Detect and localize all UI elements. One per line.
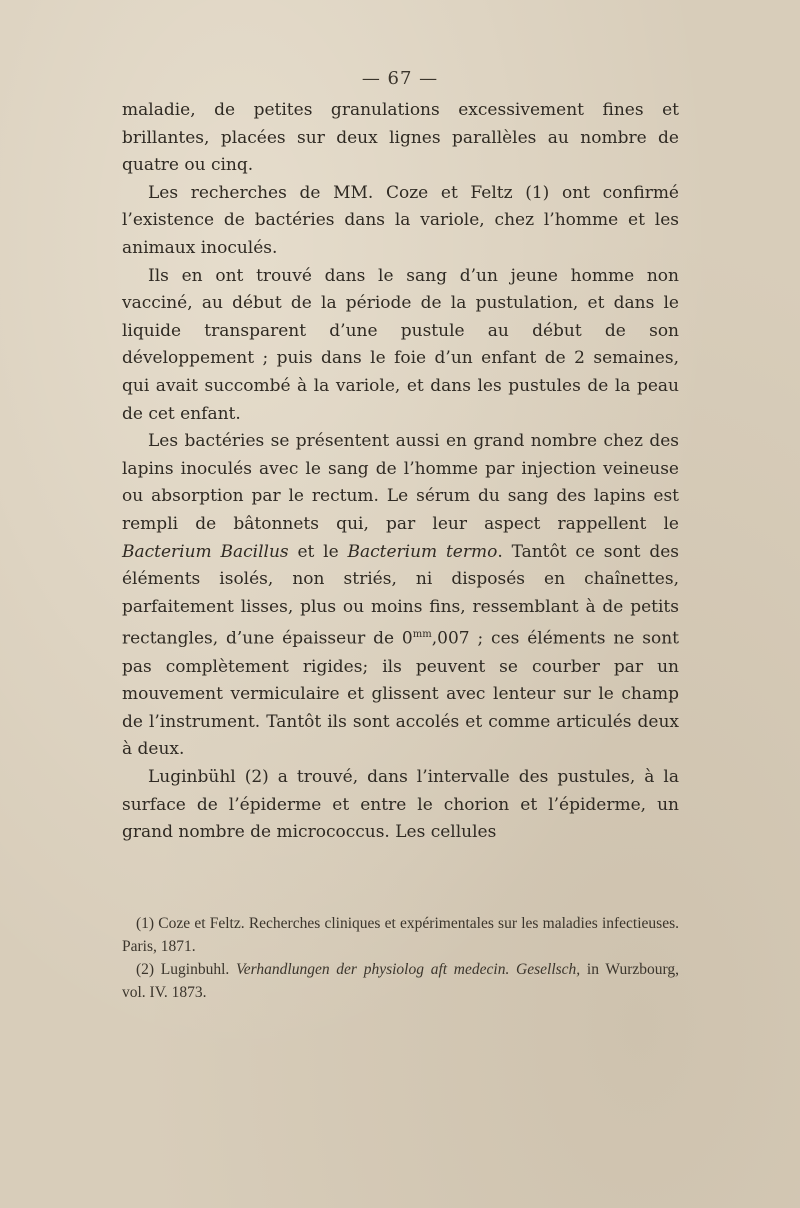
paragraph-4 — [122, 428, 679, 764]
paragraph-4-part-1: Les bactéries se présentent aussi en grand nombre chez des lapins inoculés avec le sang de l’homme par injection veineuse ou absorption par le rectum. Le sérum du sang des lapins est rempli de bâtonnets qui, par leur aspect rappellent le — [122, 431, 679, 534]
paragraph-4-superscript: mm — [412, 629, 432, 641]
paragraph-4-italic-2: Bacterium termo — [347, 541, 498, 562]
footnote-2-italic: Verhandlungen der physiolog aft medecin. Gesellsch, — [236, 961, 581, 978]
footnote-2 — [122, 958, 679, 1004]
paragraph-1: maladie, de petites granulations excessivement fines et brillantes, placées sur deux lignes parallèles au nombre de quatre ou cinq. — [122, 100, 679, 176]
footnotes — [122, 912, 679, 1004]
footnote-1: (1) Coze et Feltz. Recherches cliniques et expérimentales sur les maladies infectieuses. Paris, 1871. — [122, 915, 679, 955]
paragraph-4-part-4: ,007 ; ces éléments ne sont pas complètement rigides; ils peuvent se courber par un mouvement vermiculaire et glissent avec lenteur sur le champ de l’instrument. Tantôt ils sont accolés et comme articulés deux à deux. — [122, 628, 679, 760]
paragraph-4-part-2: et le — [288, 541, 348, 562]
paragraph-4-part-3: . Tantôt ce sont des éléments isolés, non striés, ni disposés en chaînettes, parfaitement lisses, plus ou moins fins, ressemblant à de petits rectangles, d’une épaisseur de 0 — [122, 541, 679, 649]
footnote-2-prefix: (2) Luginbuhl. — [136, 961, 236, 978]
paragraph-3: Ils en ont trouvé dans le sang d’un jeune homme non vacciné, au début de la période de la pustulation, et dans le liquide transparent d’une pustule au début de son développement ; puis dans le foie d’un enfant de 2 semaines, qui avait succombé à la variole, et dans les pustules de la peau de cet enfant. — [122, 265, 679, 424]
paragraph-5: Luginbühl (2) a trouvé, dans l’intervalle des pustules, à la surface de l’épiderme et entre le chorion et l’épiderme, un grand nombre de micrococcus. Les cellules — [122, 766, 679, 843]
paragraph-2: Les recherches de MM. Coze et Feltz (1) ont confirmé l’existence de bactéries dans la variole, chez l’homme et les animaux inoculés. — [122, 182, 679, 258]
footnote-2-suffix: in Wurzbourg, vol. IV. 1873. — [122, 961, 679, 1001]
main-text — [122, 97, 679, 847]
paragraph-4-italic-1: Bacterium Bacillus — [122, 541, 289, 562]
page-number: — 67 — — [361, 68, 439, 89]
